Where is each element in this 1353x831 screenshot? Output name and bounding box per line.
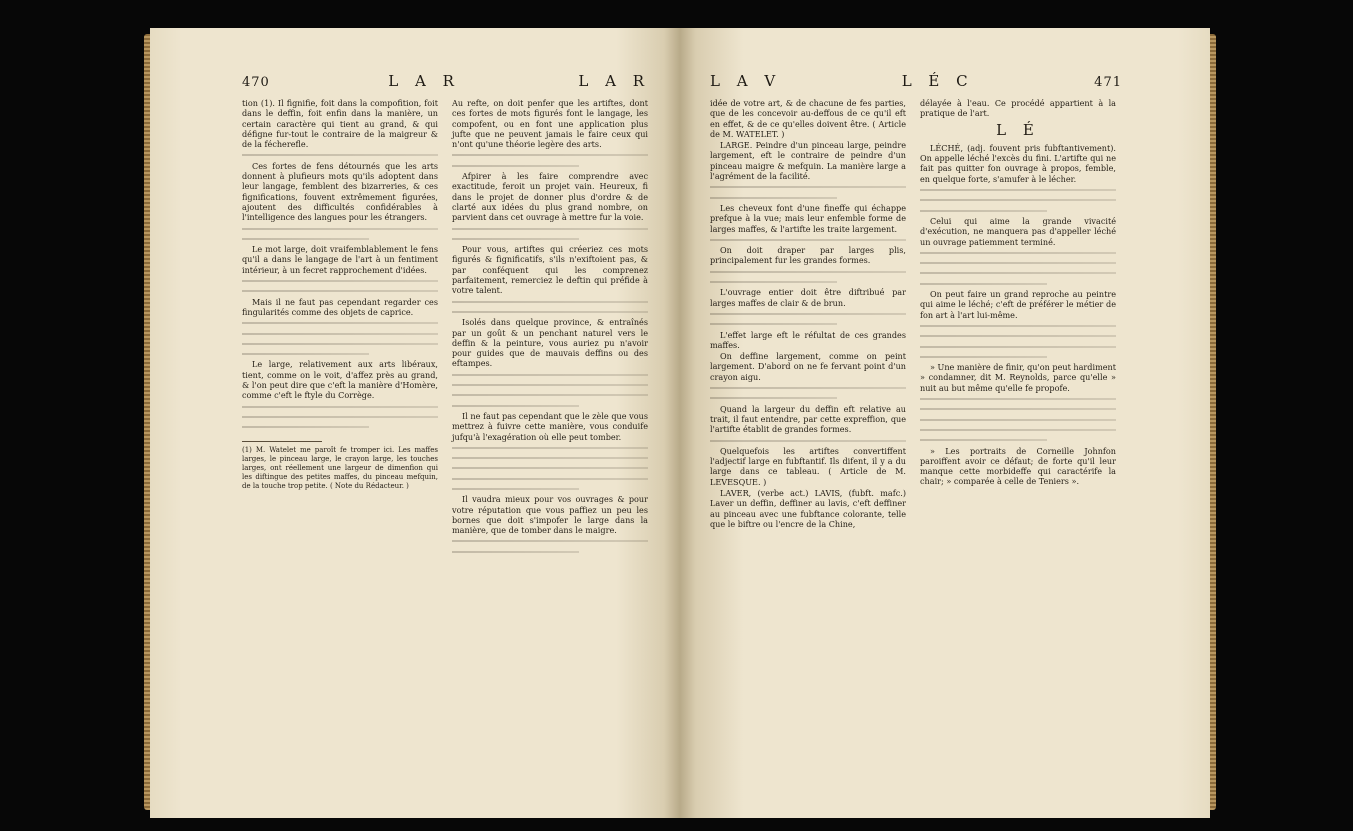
text-line: [242, 349, 438, 359]
paragraph: Quand la largeur du deffin eft relative au trait, il faut entendre, par cette expreffion, que l'artifte établit de grandes formes.: [710, 403, 906, 435]
text-line: [242, 318, 438, 328]
entry-leche: LÉCHÉ, (adj. fouvent pris fubftantivement). On appelle léché l'excès du fini. L'artifte qui ne fait pas quitter fon ouvrage à propos, femble, en quelque forte, s'amufer à le lécher.: [920, 142, 1116, 184]
text-line: [710, 436, 906, 446]
text-line: [710, 235, 906, 245]
text-line: [710, 182, 906, 192]
text-line: [710, 277, 906, 287]
left-page-number: 470: [242, 75, 270, 90]
text-line: [920, 248, 1116, 258]
section-heading: L É: [996, 120, 1040, 139]
footnote-rule: [242, 441, 322, 442]
left-page: [150, 28, 680, 818]
left-header-right: L A R: [578, 72, 650, 90]
entry-laver: LAVER, (verbe act.) LAVIS, (fubft. mafc.) Laver un deffin, deffiner au lavis, c'eft deffiner au pinceau avec une fubftance colorante, telle que le biftre ou l'encre de la Chine,: [710, 487, 906, 529]
right-page-columns: [710, 98, 1122, 530]
text-line: [452, 453, 648, 463]
paragraph: délayée à l'eau. Ce procédé appartient à la pratique de l'art.: [920, 98, 1116, 119]
text-line: [710, 309, 906, 319]
text-line: [920, 258, 1116, 268]
text-line: [452, 224, 648, 234]
left-header-left: L A R: [388, 72, 460, 90]
paragraph: tion (1). Il fignifie, foit dans la compofition, foit dans le deffin, foit enfin dans la manière, un certain caractère qui tient au grand, & qui défigne fur-tout le contraire de la maigreur & de la fécherefle.: [242, 98, 438, 150]
text-line: [452, 401, 648, 411]
text-line: [452, 297, 648, 307]
text-line: [242, 150, 438, 160]
paragraph: L'ouvrage entier doit être diftribué par larges maffes de clair & de brun.: [710, 287, 906, 308]
text-line: [452, 234, 648, 244]
paragraph: Celui qui aime la grande vivacité d'exécution, ne manquera pas d'appeller léché un ouvrage patiemment terminé.: [920, 215, 1116, 247]
text-line: [452, 390, 648, 400]
text-line: [242, 224, 438, 234]
text-line: [920, 185, 1116, 195]
paragraph: On doit draper par larges plis, principalement fur les grandes formes.: [710, 245, 906, 266]
paragraph: Pour vous, artiftes qui créeriez ces mots figurés & fignificatifs, s'ils n'exiftoient pas, & par conféquent qui les comprenez parfaitement, remerciez le deftin qui préfide à votre talent.: [452, 244, 648, 296]
text-line: [920, 352, 1116, 362]
right-column-1: [710, 98, 906, 530]
text-line: [452, 161, 648, 171]
text-line: [242, 339, 438, 349]
paragraph: Le mot large, doit vraifemblablement le fens qu'il a dans le langage de l'art à un fentiment intérieur, à un fecret rapprochement d'idées.: [242, 244, 438, 275]
footnote: (1) M. Watelet me paroît fe tromper ici. Les maffes larges, le pinceau large, le crayon large, les touches larges, ont réellement une largeur de dimenfion qui les diftingue des petites maffes, du pinceau mefquin, de la touche trop petite. ( Note du Rédacteur. ): [242, 445, 438, 490]
text-line: [452, 463, 648, 473]
paragraph: Il ne faut pas cependant que le zèle que vous mettrez à fuivre cette manière, vous conduife jufqu'à l'exagération où elle peut tomber.: [452, 410, 648, 442]
paragraph: Mais il ne faut pas cependant regarder ces fingularités comme des objets de caprice.: [242, 296, 438, 317]
right-header-left: L A V: [710, 72, 782, 90]
text-line: [920, 342, 1116, 352]
text-line: [242, 286, 438, 296]
text-line: [920, 435, 1116, 445]
right-page-number: 471: [1094, 75, 1122, 90]
text-line: [710, 267, 906, 277]
text-line: [710, 193, 906, 203]
text-line: [242, 329, 438, 339]
left-page-columns: [242, 98, 650, 557]
text-line: [452, 536, 648, 546]
text-line: [452, 380, 648, 390]
paragraph: Les cheveux font d'une fineffe qui échappe prefque à la vue; mais leur enfemble forme de larges maffes, & l'artifte les traite largement.: [710, 202, 906, 234]
text-line: [920, 415, 1116, 425]
right-column-2: [920, 98, 1116, 530]
left-column-1: [242, 98, 438, 557]
text-line: [242, 234, 438, 244]
paragraph: Le large, relativement aux arts libéraux, tient, comme on le voit, d'affez près au grand, & l'on peut dire que c'eft la manière d'Homère, comme c'eft le ftyle du Corrège.: [242, 359, 438, 401]
paragraph: L'effet large eft le réfultat de ces grandes maffes.: [710, 329, 906, 350]
paragraph: On deffine largement, comme on peint largement. D'abord on ne fe fervant point d'un crayon aigu.: [710, 351, 906, 382]
paragraph: Ces fortes de fens détournés que les arts donnent à plufieurs mots qu'ils adoptent dans leur langage, femblent des bizarreries, & ces fignifications, fouvent extrêmement figurées, ajoutent des difficultés confidérables à l'intelligence des langues pour les étrangers.: [242, 160, 438, 223]
text-line: [920, 404, 1116, 414]
open-book: [150, 28, 1210, 818]
right-page: [680, 28, 1210, 818]
text-line: [920, 279, 1116, 289]
right-page-header: [710, 72, 1122, 92]
paragraph: Au refte, on doit penfer que les artiftes, dont ces fortes de mots figurés font le langage, les compofent, ou en font une application plus jufte que ne peuvent jamais le faire ceux qui n'ont qu'une théorie legère des arts.: [452, 98, 648, 150]
text-line: [710, 383, 906, 393]
text-line: [452, 484, 648, 494]
text-line: [710, 393, 906, 403]
paragraph: Il vaudra mieux pour vos ouvrages & pour votre réputation que vous paffiez un peu les bornes que doit s'impofer le large dans la manière, que de tomber dans le maigre.: [452, 494, 648, 536]
text-line: [452, 307, 648, 317]
paragraph: On peut faire un grand reproche au peintre qui aime le léché; c'eft de préférer le métier de fon art à l'art lui-même.: [920, 289, 1116, 320]
text-line: [452, 370, 648, 380]
text-line: [242, 402, 438, 412]
text-line: [920, 206, 1116, 216]
entry-large: LARGE. Peindre d'un pinceau large, peindre largement, eft le contraire de peindre d'un pinceau maigre & mefquin. La manière large a l'agrément de la facilité.: [710, 140, 906, 182]
paragraph: idée de votre art, & de chacune de fes parties, que de les concevoir au-deffous de ce qu'il eft en effet, & de ce qu'elles doivent être. ( Article de M. WATELET. ): [710, 98, 906, 139]
text-line: [242, 422, 438, 432]
text-line: [710, 319, 906, 329]
quote-paragraph: » Les portraits de Corneille Johnfon paroiffent avoir ce défaut; de forte qu'il leur manque cette morbideffe qui caractérife la chair; » comparée à celle de Teniers ».: [920, 445, 1116, 487]
right-header-right: L É C: [901, 72, 974, 90]
text-line: [920, 268, 1116, 278]
paragraph: Quelquefois les artiftes convertiffent l'adjectif large en fubftantif. Ils difent, il y a du large dans ce tableau. ( Article de M. LEVESQUE. ): [710, 445, 906, 487]
text-line: [452, 474, 648, 484]
text-line: [452, 150, 648, 160]
left-column-2: [452, 98, 648, 557]
paragraph: Afpirer à les faire comprendre avec exactitude, feroit un projet vain. Heureux, fi dans le projet de donner plus d'ordre & de clarté aux idées du plus grand nombre, on parvient dans cet ouvrage à mettre fur la voie.: [452, 171, 648, 223]
text-line: [920, 195, 1116, 205]
text-line: [920, 425, 1116, 435]
text-line: [920, 321, 1116, 331]
text-line: [452, 547, 648, 557]
paragraph: Isolés dans quelque province, & entraînés par un goût & un penchant naturel vers le deffin & la peinture, vous auriez pu n'avoir pour guides que de mauvais deffins ou des eftampes.: [452, 317, 648, 369]
text-line: [452, 443, 648, 453]
text-line: [920, 331, 1116, 341]
text-line: [242, 412, 438, 422]
text-line: [242, 276, 438, 286]
text-line: [920, 394, 1116, 404]
left-page-header: [242, 72, 650, 92]
quote-paragraph: » Une manière de finir, qu'on peut hardiment » condamner, dit M. Reynolds, parce qu'elle » nuit au but même qu'elle fe propofe.: [920, 362, 1117, 393]
